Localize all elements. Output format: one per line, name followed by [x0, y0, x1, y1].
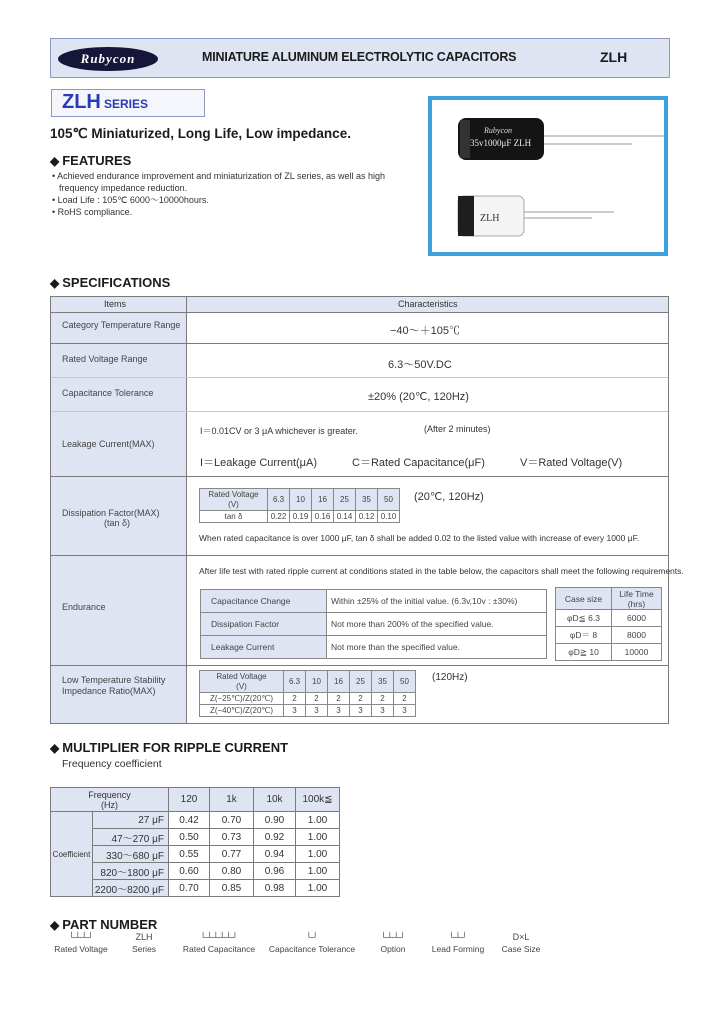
- spec-col-items: Items: [104, 299, 127, 309]
- ripple-value: 1.00: [296, 846, 340, 863]
- feature-item: • Load Life : 105℃ 6000～10000hours.: [52, 195, 209, 205]
- spec-row-divider: [51, 476, 668, 477]
- spec-row-divider: [51, 411, 668, 412]
- lowtemp-row-label: Z(−40℃)/Z(20℃): [200, 705, 284, 717]
- ripple-value: 1.00: [296, 812, 340, 829]
- df-voltage: 10: [290, 489, 312, 511]
- df-voltage: 6.3: [268, 489, 290, 511]
- df-row-label: tan δ: [200, 511, 268, 523]
- life-hours: 8000: [612, 627, 662, 644]
- specifications-heading: [50, 275, 170, 290]
- pn-box-rated-voltage: └┴┴┘: [68, 932, 94, 942]
- pn-box-lead-forming: └┴┘: [448, 932, 468, 942]
- series-word: SERIES: [104, 97, 149, 111]
- df-value: 0.10: [378, 511, 400, 523]
- lowtemp-value: 3: [306, 705, 328, 717]
- series-name: ZLH: [62, 91, 101, 113]
- life-col-life: [612, 588, 662, 610]
- specifications-heading-text: SPECIFICATIONS: [62, 275, 171, 290]
- life-hours: 10000: [612, 644, 662, 661]
- svg-text:Rubycon: Rubycon: [484, 126, 512, 135]
- df-value: 0.14: [334, 511, 356, 523]
- lowtemp-voltage: 35: [372, 671, 394, 693]
- pn-label-rated-voltage: Rated Voltage: [54, 944, 108, 954]
- lowtemp-value: 3: [350, 705, 372, 717]
- pn-label-rated-capacitance: Rated Capacitance: [182, 944, 256, 954]
- ripple-cap: 47～270 μF: [93, 829, 169, 846]
- pn-box-case-size: D×L: [512, 932, 530, 942]
- df-value: 0.22: [268, 511, 290, 523]
- life-case: φD≧ 10: [556, 644, 612, 661]
- lowtemp-value: 2: [306, 693, 328, 705]
- leakage-formula: I＝0.01CV or 3 μA whichever is greater.: [200, 426, 358, 436]
- lowtemp-value: 2: [350, 693, 372, 705]
- series-code: ZLH: [600, 49, 628, 65]
- lowtemp-voltage: 10: [306, 671, 328, 693]
- spec-header-row: [51, 297, 668, 312]
- pn-label-series: Series: [131, 944, 157, 954]
- df-voltage: 25: [334, 489, 356, 511]
- ripple-value: 1.00: [296, 880, 340, 897]
- df-label: Dissipation Factor(MAX): [62, 508, 160, 518]
- feature-item: • RoHS compliance.: [52, 207, 133, 217]
- lowtemp-value: 3: [372, 705, 394, 717]
- lowtemp-voltage: 16: [328, 671, 350, 693]
- df-condition: (20℃, 120Hz): [414, 491, 484, 503]
- life-case: φD≦ 6.3: [556, 610, 612, 627]
- ripple-value: 0.55: [169, 846, 210, 863]
- feature-item: [52, 182, 412, 194]
- ripple-cap: 330～680 μF: [93, 846, 169, 863]
- product-photo: [428, 96, 668, 256]
- svg-text:35v1000μF ZLH: 35v1000μF ZLH: [470, 138, 532, 148]
- ripple-value: 0.96: [254, 863, 296, 880]
- life-col-life-text: Life Time: [619, 588, 654, 599]
- ripple-value: 0.90: [254, 812, 296, 829]
- lowtemp-value: 2: [394, 693, 416, 705]
- ripple-cap: 27 μF: [93, 812, 169, 829]
- category-temp-label: Category Temperature Range: [62, 320, 181, 330]
- endurance-value: Within ±25% of the initial value. (6.3v,10v : ±30%): [327, 590, 547, 613]
- pn-box-series: ZLH: [135, 932, 153, 942]
- category-temp-value: −40～＋105℃: [390, 325, 461, 337]
- rubycon-logo: Rubycon: [58, 47, 158, 71]
- lowtemp-value: 2: [284, 693, 306, 705]
- lowtemp-value: 3: [394, 705, 416, 717]
- spec-row-divider: [51, 312, 668, 313]
- ripple-value: 0.73: [210, 829, 254, 846]
- pn-box-option: └┴┴┘: [380, 932, 406, 942]
- feature-text: RoHS compliance.: [57, 207, 133, 217]
- ripple-value: 0.92: [254, 829, 296, 846]
- df-label-tan: (tan δ): [104, 518, 131, 528]
- lowtemp-value: 2: [372, 693, 394, 705]
- ripple-cap: 820～1800 μF: [93, 863, 169, 880]
- lowtemp-voltage: 6.3: [284, 671, 306, 693]
- cap-tolerance-label: Capacitance Tolerance: [62, 388, 154, 398]
- endurance-item: Capacitance Change: [201, 590, 327, 613]
- lowtemp-value: 2: [328, 693, 350, 705]
- spec-row-divider: [51, 343, 668, 344]
- lowtemp-value: 3: [328, 705, 350, 717]
- df-note: When rated capacitance is over 1000 μF, tan δ shall be added 0.02 to the listed value with increase of every 1000 μF.: [199, 533, 640, 543]
- ripple-value: 0.77: [210, 846, 254, 863]
- ripple-value: 1.00: [296, 829, 340, 846]
- endurance-label: Endurance: [62, 602, 106, 612]
- leakage-i-def: I＝Leakage Current(μA): [200, 457, 317, 469]
- df-head-text: Rated Voltage: [208, 489, 259, 499]
- endurance-value: Not more than 200% of the specified value.: [327, 613, 547, 636]
- lowtemp-row-label: Z(−25℃)/Z(20℃): [200, 693, 284, 705]
- lowtemp-condition: (120Hz): [432, 672, 468, 683]
- endurance-value: Not more than the specified value.: [327, 636, 547, 659]
- life-case: φD＝ 8: [556, 627, 612, 644]
- ripple-freq-text: Frequency: [88, 789, 131, 800]
- rated-voltage-value: 6.3～50V.DC: [388, 359, 452, 371]
- page-title: MINIATURE ALUMINUM ELECTROLYTIC CAPACITORS: [202, 50, 517, 64]
- spec-row-divider: [51, 377, 668, 378]
- rated-voltage-label: Rated Voltage Range: [62, 354, 148, 364]
- spec-col-characteristics: Characteristics: [398, 299, 458, 309]
- ripple-freq: 1k: [210, 788, 254, 812]
- feature-item: • Achieved endurance improvement and miniaturization of ZL series, as well as high: [52, 171, 385, 181]
- df-voltage: 16: [312, 489, 334, 511]
- spec-column-divider: [186, 296, 187, 724]
- feature-text: Load Life : 105℃ 6000～10000hours.: [57, 195, 209, 205]
- feature-text: frequency impedance reduction.: [59, 183, 188, 193]
- lowtemp-value: 3: [284, 705, 306, 717]
- leakage-c-def: C＝Rated Capacitance(μF): [352, 457, 485, 469]
- pn-box-cap-tolerance: └┘: [305, 932, 319, 942]
- ripple-value: 0.85: [210, 880, 254, 897]
- df-value: 0.12: [356, 511, 378, 523]
- tagline: 105℃ Miniaturized, Long Life, Low impedance.: [50, 126, 351, 141]
- features-heading-text: FEATURES: [62, 153, 132, 168]
- df-voltage: 35: [356, 489, 378, 511]
- diamond-bullet-icon: ◆: [50, 917, 60, 932]
- ripple-value: 0.70: [169, 880, 210, 897]
- diamond-bullet-icon: ◆: [50, 275, 60, 290]
- lowtemp-table: [199, 670, 416, 717]
- lowtemp-head-cell: [200, 671, 284, 693]
- life-time-table: [555, 587, 662, 661]
- ripple-cap: 2200～8200 μF: [93, 880, 169, 897]
- spec-row-divider: [51, 555, 668, 556]
- ripple-table: [50, 787, 340, 897]
- part-number-heading-text: PART NUMBER: [62, 917, 158, 932]
- df-table: [199, 488, 400, 523]
- pn-label-lead-forming: Lead Forming: [431, 944, 485, 954]
- endurance-item: Leakage Current: [201, 636, 327, 659]
- spec-row-divider: [51, 665, 668, 666]
- ripple-value: 0.42: [169, 812, 210, 829]
- part-number-heading: [50, 917, 157, 932]
- ripple-value: 1.00: [296, 863, 340, 880]
- endurance-text: After life test with rated ripple current at conditions stated in the table below, the capacitors shall meet the following requirements.: [199, 566, 684, 576]
- lowtemp-head-unit: (V): [236, 681, 247, 691]
- lowtemp-head-text: Rated Voltage: [216, 671, 267, 681]
- lowtemp-voltage: 25: [350, 671, 372, 693]
- life-col-case: Case size: [556, 588, 612, 610]
- capacitor-photo-icon: [432, 100, 664, 252]
- ripple-value: 0.70: [210, 812, 254, 829]
- df-value: 0.19: [290, 511, 312, 523]
- features-heading: [50, 153, 131, 168]
- df-head-cell: [200, 489, 268, 511]
- feature-text: Achieved endurance improvement and miniaturization of ZL series, as well as high: [57, 171, 385, 181]
- pn-label-cap-tolerance: Capacitance Tolerance: [268, 944, 356, 954]
- lowtemp-label: Low Temperature Stability: [62, 675, 166, 685]
- pn-box-rated-capacitance: └┴┴┴┴┘: [199, 932, 239, 942]
- life-hours: 6000: [612, 610, 662, 627]
- endurance-table: [200, 589, 547, 659]
- ripple-coef-label: Coefficient: [51, 812, 93, 897]
- ripple-freq-unit: (Hz): [101, 799, 118, 810]
- leakage-v-def: V＝Rated Voltage(V): [520, 457, 623, 469]
- ripple-heading-text: MULTIPLIER FOR RIPPLE CURRENT: [62, 740, 289, 755]
- ripple-freq: 10k: [254, 788, 296, 812]
- ripple-freq: 100k≦: [296, 788, 340, 812]
- df-voltage: 50: [378, 489, 400, 511]
- lowtemp-label-2: Impedance Ratio(MAX): [62, 686, 156, 696]
- svg-text:ZLH: ZLH: [480, 213, 500, 224]
- ripple-value: 0.80: [210, 863, 254, 880]
- cap-tolerance-value: ±20% (20℃, 120Hz): [368, 391, 469, 403]
- pn-label-case-size: Case Size: [501, 944, 541, 954]
- ripple-value: 0.50: [169, 829, 210, 846]
- df-head-unit: (V): [228, 499, 239, 509]
- df-value: 0.16: [312, 511, 334, 523]
- ripple-heading: [50, 740, 288, 755]
- ripple-value: 0.60: [169, 863, 210, 880]
- ripple-value: 0.94: [254, 846, 296, 863]
- diamond-bullet-icon: ◆: [50, 153, 60, 168]
- endurance-item: Dissipation Factor: [201, 613, 327, 636]
- life-col-life-unit: (hrs): [627, 598, 646, 609]
- lowtemp-voltage: 50: [394, 671, 416, 693]
- diamond-bullet-icon: ◆: [50, 740, 60, 755]
- pn-label-option: Option: [380, 944, 406, 954]
- ripple-subheading: Frequency coefficient: [62, 758, 162, 770]
- ripple-freq: 120: [169, 788, 210, 812]
- leakage-after: (After 2 minutes): [424, 424, 491, 434]
- ripple-freq-label: [51, 788, 169, 812]
- ripple-value: 0.98: [254, 880, 296, 897]
- features-list: [52, 170, 412, 218]
- leakage-label: Leakage Current(MAX): [62, 439, 155, 449]
